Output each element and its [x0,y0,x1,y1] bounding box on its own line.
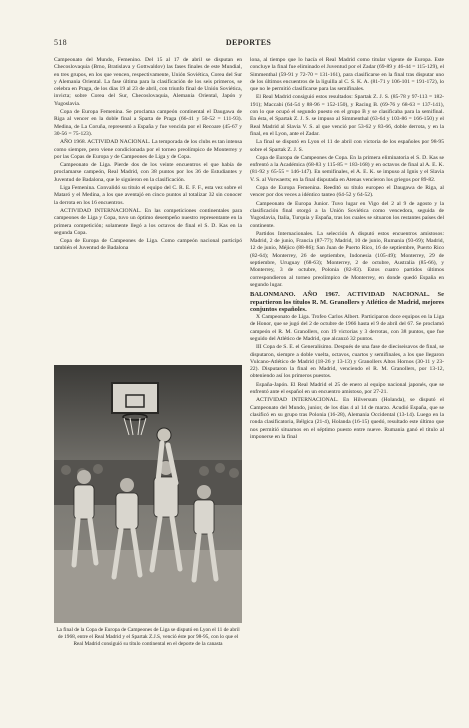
right-paragraph: Copa de Europa Femenina. Reeditó su título europeo el Daugawa de Riga, al vencer por dos veces a idéntico tanteo (64-52 y 64-52). [250,185,444,199]
page-number: 518 [54,38,67,47]
left-paragraph: ACTIVIDAD INTERNACIONAL. En las competiciones continentales para campeones de Liga y Copa, tuvo un óptimo desempeño nuestro representante en la primera competición; solamente llegó a los octavos de final el S. D. Kas en la segunda Copa. [54,207,242,236]
page-title: DEPORTES [225,38,272,47]
right-paragraph: Campeonato de Europa Junior. Tuvo lugar en Vigo del 2 al 9 de agosto y la clasificación final otorgó a la Unión Soviética como vencedora, seguida de Yugoslavia, Italia, Turquía y España, tras los cuales se situaron los restantes países del continente. [250,200,444,229]
page-header [54,38,443,52]
basketball-photo-illustration [54,365,242,623]
right-paragraph: III Copa de S. E. el Generalísimo. Después de una fase de dieciseisavos de final, se disputaron, siempre a doble vuelta, octavos, cuartos y semifinales, a los que llegaron Vulcano-Atlético de Madrid (18-26 y 13-13) y Granollers Altos Hornos (30-11 y 23-22). Disputaron la final en Madrid, venciendo el R. M. Granollers, por 13-12, obteniendo así los primeros puestos. [250,344,444,380]
left-paragraph: Copa de Europa Femenina. Se proclama campeón continental el Daugawa de Riga al vencer en la doble final a Sparta de Praga (66-41 y 50-52 = 111-93). Medina, de La Coruña, representó a España y fue vencida por el Recoare (45-67 y 30-56 = 75-123). [54,109,242,137]
right-column [250,57,444,442]
right-paragraph: ACTIVIDAD INTERNACIONAL. En Hilversum (Holanda), se disputó el Campeonato del Mundo, junior, de los días 4 al 14 de marzo. Acudió España, que se clasificó en su grupo tras Polonia (16-28), Alemania Occidental (13-14). Luego en la ronda clasificatoria, Bélgica (21-4), Holanda (16-15) quedó, resultado este último que nos permitió situarnos en el séptimo puesto entre nueve. Rumania ganó el título al imponerse en la final [250,397,444,440]
left-column [54,57,242,254]
left-paragraph: Campeonato del Mundo, Femenino. Del 15 al 17 de abril se disputan en Checoslovaquia (Brno, Bratislava y Gottwaldov) las fases finales de este Mundial, en tres grupos, en los que vencen, respectivamente, Unión Soviética, Corea del Sur y Alemania Oriental. La fase última para la clasificación de los seis primeros, se celebra en Praga, de los días 19 al 23 de abril, con triunfo final de Unión Soviética, invicta; sobre Corea del Sur, Checoslovaquia, Alemania Oriental, Japón y Yugoslavia. [54,57,242,107]
right-paragraph: Partidos Internacionales. La selección A disputó estos encuentros amistosos: Madrid, 2 de junio, Francia (87-77); Madrid, 10 de junio, Rumania (93-69); Madrid, 12 de junio, Méjico (88-86); San Juan de Puerto Rico, 16 de septiembre, Puerto Rico (82-64); Monterrey, 26 de septiembre, Indonesia (105-49); Monterrey, 29 de septiembre, Uruguay (68-63); Monterrey, 2 de octubre, Australia (85-66), y Monterrey, 3 de octubre, Polonia (82-83). Estos cuatro partidos últimos correspondieron al torneo preolímpico de Monterrey, en donde quedó España en segundo lugar. [250,230,444,288]
right-paragraph: X Campeonato de Liga. Trofeo Carlos Albert. Participaron doce equipos en la Liga de Honor, que se jugó del 2 de octubre de 1966 hasta el 9 de abril del 67. Se proclamó campeón el R. M. Granollers, con 19 victorias y 3 derrotas, con 38 puntos, que fue seguido del Atlético de Madrid, que alcanzó 32 puntos. [250,314,444,342]
right-paragraph: El Real Madrid consiguió estos resultados: Spartak Z. J. S. (85-78 y 97-113 = 182-191); Maccabi (64-54 y 88-96 = 152-150), y Racing B. (69-76 y 68-63 = 137-141), con lo que ocupó el segundo puesto en el grupo B y se clasificaba para la semifinal. En ésta, el Spartak Z. J. S. se impuso al Simmenthal (63-64 y 103-86 = 166-150) y el Real Madrid al Slavia V. S. al que venció por 53-62 y 83-66, doble derrota, y en la final, en el Lyon, ante el Zadar. [250,94,444,137]
right-paragraph: lona, al tiempo que lo hacía el Real Madrid como titular vigente de Europa. Este concluye la final fue eliminado el Juventud por el Zadar (69-89 y 46-44 = 115-129), el Simmenthal (59-91 y 72-70 = 131-161), para clasificarse en la final tras disputar uno de los últimos encuentros de la liguilla al C. S. K. A. (81-71 y 106-101 = 191-172), lo que no le permitió clasificarse para las semifinales. [250,57,444,93]
right-paragraph: La final se disputó en Lyon el 11 de abril con victoria de los españoles por 98-95 sobre el Spartak Z. J. S. [250,139,444,153]
right-paragraph-heading: BALONMANO. AÑO 1967. ACTIVIDAD NACIONAL. Se repartieron los títulos R. M. Granollers y Atlético de Madrid, mejores conjuntos españoles. [250,291,444,313]
left-paragraph: Campeonato de Liga. Pierde dos de los veinte encuentros el que había de proclamarse campeón, Real Madrid, con 38 puntos por los 36 de Estudiantes y Juventud de Badalona, que le siguieron en la clasificación. [54,162,242,183]
left-paragraph: AÑO 1968. ACTIVIDAD NACIONAL. La temporada de los clubs es tan intensa como siempre, pero viene condicionada por el torneo preolímpico de Monterrey y por las Copas de Europa y de Campeones de Liga y de Copa. [54,139,242,160]
right-paragraph: Copa de Europa de Campeones de Copa. En la primera eliminatoria el S. D. Kas se enfrentó a la Académica (68-83 y 115-85 = 183-168) y en octavos de final al A. E. K. (81-92 y 65-55 = 146-147). En semifinales, el A. E. K. se impuso al Ignis y el Slavia V. S. al Vorwaerts; en la final disputada en Atenas vencieron los griegos por 89-82. [250,154,444,183]
right-paragraph: España-Japón. El Real Madrid el 25 de enero al equipo nacional japonés, que se enfrentó ante el español en un encuentro amistoso, por 27-21. [250,381,444,396]
left-paragraph: Copa de Europa de Campeones de Liga. Como campeón nacional participó también el Juventud de Badalona [54,238,242,252]
basketball-photo [54,365,242,623]
photo-caption: La final de la Copa de Europa de Campeones de Liga se disputó en Lyon el 11 de abril de 1968, entre el Real Madrid y el Spartak Z.J.S, venció éste por 98-95, con lo que el Real Madrid consiguió su título continental en el deporte de la canasta [56,627,240,647]
left-paragraph: Liga Femenina. Convalidó su título el equipo del C. R. E. F. F., esta vez sobre el Mataró y el Medina, a los que aventajó en cinco puntos al totalizar 32 sin conocer la derrota en los 16 encuentros. [54,185,242,206]
